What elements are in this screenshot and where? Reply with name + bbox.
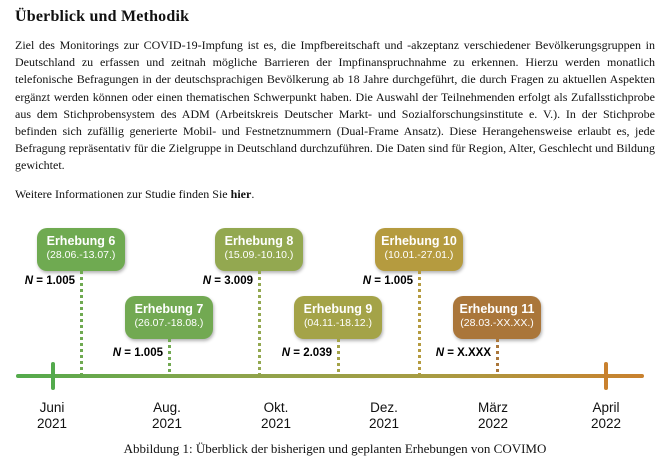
sample-size-label: N = 1.005: [24, 274, 75, 287]
sample-size-label: N = 1.005: [362, 274, 413, 287]
more-info-text: Weitere Informationen zur Studie finden Sie: [15, 186, 231, 201]
month-year: 2022: [477, 415, 509, 431]
survey-label: Erhebung 6: [46, 233, 116, 248]
page-title: Überblick und Methodik: [15, 8, 190, 25]
month-year: 2021: [260, 415, 292, 431]
month-name: April: [592, 399, 620, 415]
figure-caption: Abbildung 1: Überblick der bisherigen und geplanten Erhebungen von COVIMO: [123, 440, 547, 456]
sample-size-label: N = 1.005: [112, 346, 163, 359]
survey-label: Erhebung 10: [381, 233, 457, 248]
sample-size-label: N = 2.039: [281, 346, 332, 359]
survey-connector-line: [496, 339, 499, 376]
survey-dates: (10.01.-27.01.): [384, 248, 454, 261]
survey-connector-line: [80, 271, 83, 376]
hier-link[interactable]: hier: [230, 186, 252, 201]
month-name: Juni: [39, 399, 65, 415]
survey-box-erhebung-7: [125, 296, 213, 339]
survey-box-erhebung-8: [215, 228, 303, 271]
month-year: 2021: [151, 415, 183, 431]
survey-label: Erhebung 8: [224, 233, 294, 248]
sample-size-label: N = X.XXX: [435, 346, 491, 359]
survey-box-erhebung-11: [453, 296, 541, 339]
month-label-juni-2021: [17, 400, 87, 432]
month-label-dez-2021: [349, 400, 419, 432]
month-label-maerz-2022: [458, 400, 528, 432]
methodology-paragraph: Ziel des Monitorings zur COVID-19-Impfung ist es, die Impfbereitschaft und -akzeptanz verschiedener Bevölkerungsgruppen in Deutschland zu erfassen und zeitnah mögliche Barrieren der Impfinanspruchnahme zu erkennen. Hierzu werden monatlich telefonische Befragungen in der deutschsprachigen Bevölkerung ab 18 Jahre durchgeführt, die durch Fragen zu aktuellen Aspekten ergänzt werden können oder einen thematischen Schwerpunkt haben. Die Auswahl der Teilnehmenden erfolgt als Zufallsstichprobe aus dem Stichprobensystem des ADM (Arbeitskreis Deutscher Markt- und Sozialforschungsinstitute e. V.). In der Stichprobe befinden sich zufällig generierte Mobil- und Festnetznummern (Dual-Frame Ansatz). Diese Herangehensweise erlaubt es, jede Befragung repräsentativ für die Zielgruppe in Deutschland durchzuführen. Die Daten sind für Region, Alter, Geschlecht und Bildung gewichtet.: [15, 38, 655, 173]
month-year: 2022: [590, 415, 622, 431]
timeline-axis: [16, 374, 644, 378]
survey-label: Erhebung 9: [303, 301, 373, 316]
month-label-aug-2021: [132, 400, 202, 432]
month-name: Dez.: [370, 399, 398, 415]
month-name: März: [478, 399, 508, 415]
month-label-okt-2021: [241, 400, 311, 432]
survey-connector-line: [258, 271, 261, 376]
month-year: 2021: [36, 415, 68, 431]
month-name: Aug.: [153, 399, 181, 415]
timeline-start-tick: [51, 362, 55, 390]
month-year: 2021: [368, 415, 400, 431]
survey-dates: (15.09.-10.10.): [224, 248, 294, 261]
survey-label: Erhebung 11: [459, 301, 535, 316]
timeline-figure: [0, 222, 670, 432]
month-label-april-2022: [571, 400, 641, 432]
survey-connector-line: [418, 271, 421, 376]
month-name: Okt.: [263, 399, 289, 415]
survey-connector-line: [337, 339, 340, 376]
sample-size-label: N = 3.009: [202, 274, 253, 287]
survey-dates: (26.07.-18.08.): [134, 316, 204, 329]
more-info-period: .: [251, 186, 255, 201]
survey-dates: (04.11.-18.12.): [303, 316, 373, 329]
survey-dates: (28.06.-13.07.): [46, 248, 116, 261]
survey-label: Erhebung 7: [134, 301, 204, 316]
survey-box-erhebung-9: [294, 296, 382, 339]
survey-box-erhebung-10: [375, 228, 463, 271]
more-info-line: [15, 187, 655, 202]
survey-dates: (28.03.-XX.XX.): [460, 316, 534, 329]
survey-box-erhebung-6: [37, 228, 125, 271]
survey-connector-line: [168, 339, 171, 376]
timeline-end-tick: [604, 362, 608, 390]
